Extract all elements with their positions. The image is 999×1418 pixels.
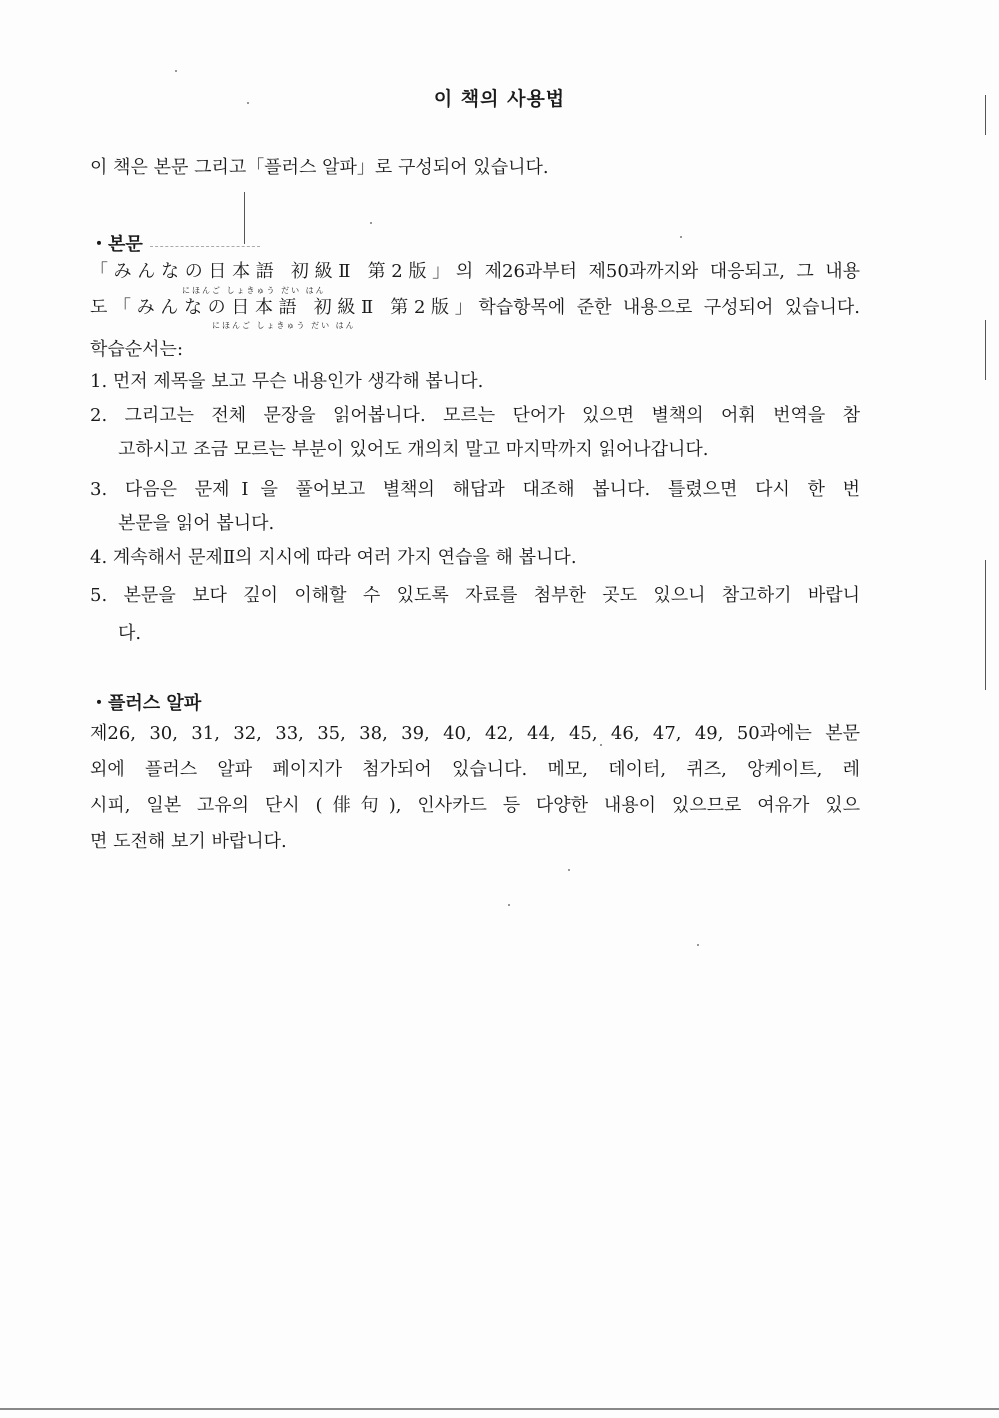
scan-speck — [175, 70, 177, 72]
step-5-cont: 다. — [118, 623, 142, 644]
scan-edge-mark — [985, 560, 986, 690]
order-label: 학습순서는: — [90, 339, 184, 360]
intro-text: 이 책은 본문 그리고「플러스 알파」로 구성되어 있습니다. — [90, 157, 549, 178]
furigana-line-2: にほんご しょきゅう だい はん — [212, 321, 356, 330]
scan-edge-mark — [985, 320, 986, 380]
page-title: 이 책의 사용법 — [433, 88, 566, 110]
step-3: 3. 다음은 문제Ⅰ을 풀어보고 별책의 해답과 대조해 봅니다. 틀렸으면 다시 한 번 — [90, 479, 860, 500]
scan-speck — [600, 744, 602, 746]
plus-alpha-line-4: 면 도전해 보기 바랍니다. — [90, 831, 287, 852]
plus-alpha-line-2: 외에 플러스 알파 페이지가 첨가되어 있습니다. 메모, 데이터, 퀴즈, 앙케이트, 레 — [90, 759, 860, 780]
plus-alpha-line-3: 시피, 일본 고유의 단시 (俳句), 인사카드 등 다양한 내용이 있으므로 여유가 있으 — [90, 795, 860, 816]
step-4: 4. 계속해서 문제Ⅱ의 지시에 따라 여러 가지 연습을 해 봅니다. — [90, 547, 577, 568]
main-text-line-1: 「みんなの日本語 初級Ⅱ 第2版」의 제26과부터 제50과까지와 대응되고, 그 내용 — [90, 261, 860, 282]
section-heading-plus-alpha: ・플러스 알파 — [90, 693, 202, 714]
scan-speck — [697, 944, 699, 946]
step-2: 2. 그리고는 전체 문장을 읽어봅니다. 모르는 단어가 있으면 별책의 어휘 번역을 참 — [90, 405, 860, 426]
scan-dash — [150, 246, 260, 248]
scan-speck — [680, 236, 682, 238]
scan-speck — [568, 869, 570, 871]
scan-speck — [370, 222, 372, 224]
main-text-line-2: 도「みんなの日本語 初級Ⅱ 第2版」학습항목에 준한 내용으로 구성되어 있습니다. — [90, 297, 860, 318]
scan-speck — [247, 102, 249, 104]
step-3-cont: 본문을 읽어 봅니다. — [118, 513, 275, 534]
section-heading-main: ・본문 — [90, 234, 143, 255]
step-1: 1. 먼저 제목을 보고 무슨 내용인가 생각해 봅니다. — [90, 371, 484, 392]
scan-bottom-edge — [0, 1408, 999, 1410]
furigana-line-1: にほんご しょきゅう だい はん — [182, 286, 326, 295]
scan-mark — [244, 192, 245, 244]
step-2-cont: 고하시고 조금 모르는 부분이 있어도 개의치 말고 마지막까지 읽어나갑니다. — [118, 439, 709, 460]
scan-speck — [508, 904, 510, 906]
scan-edge-mark — [985, 95, 986, 135]
plus-alpha-line-1: 제26, 30, 31, 32, 33, 35, 38, 39, 40, 42, 44, 45, 46, 47, 49, 50과에는 본문 — [90, 723, 860, 744]
step-5: 5. 본문을 보다 깊이 이해할 수 있도록 자료를 첨부한 곳도 있으니 참고하기 바랍니 — [90, 585, 860, 606]
